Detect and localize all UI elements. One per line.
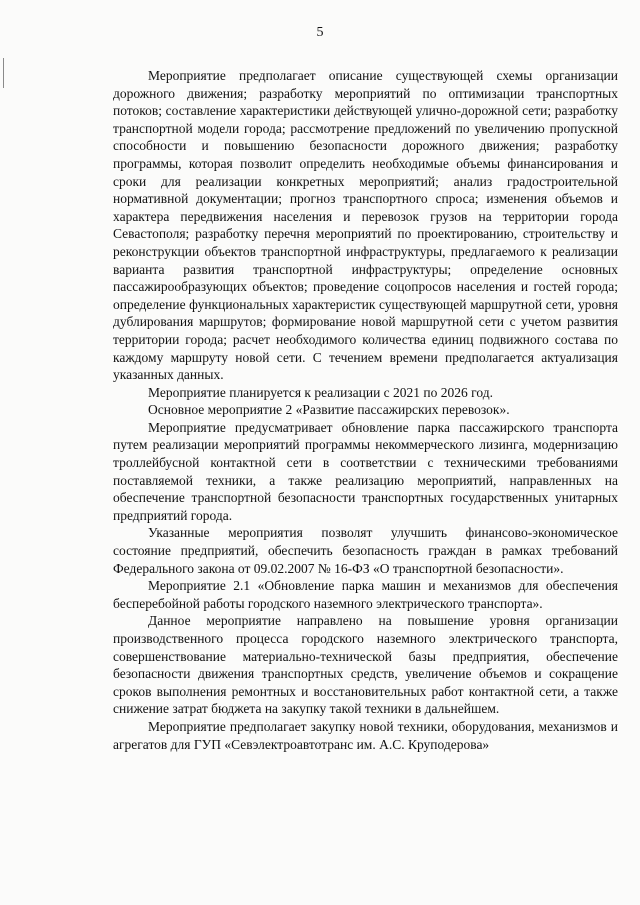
paragraph-financial-improvement: Указанные мероприятия позволят улучшить финансово-экономическое состояние предприятий, обеспечить безопасность граждан в рамках требований Федерального закона от 09.02.2007 № 16-ФЗ «О транспортной безопасности». [113,525,618,576]
paragraph-measure-2-1: Мероприятие 2.1 «Обновление парка машин и механизмов для обеспечения бесперебойной работы городского наземного электрического транспорта». [113,578,618,611]
document-body [113,67,618,753]
paragraph-main-measure-2: Основное мероприятие 2 «Развитие пассажирских перевозок». [148,402,510,418]
paragraph-implementation-period: Мероприятие планируется к реализации с 2021 по 2026 год. [148,384,493,400]
paragraph-equipment-purchase: Мероприятие предполагает закупку новой техники, оборудования, механизмов и агрегатов для ГУП «Севэлектроавтотранс им. А.С. Круподерова» [113,718,618,752]
scan-edge-line [3,58,4,88]
paragraph-measure-purpose: Данное мероприятие направлено на повышение уровня организации производственного процесса городского наземного электрического транспорта, совершенствование материально-технической базы предприятия, обеспечение безопасности движения транспортных средств, увеличение объемов и сокращение сроков выполнения ремонтных и восстановительных работ контактной сети, а также снижение затрат бюджета на закупку такой техники в дальнейшем. [113,613,618,717]
page-number: 5 [316,25,324,40]
paragraph-road-organization: Мероприятие предполагает описание существующей схемы организации дорожного движения; разработку мероприятий по оптимизации транспортных потоков; составление характеристики действующей улично-дорожной сети; разработку транспортной модели города; рассмотрение предложений по увеличению пропускной способности и повышению безопасности дорожного движения; разработку программы, которая позволит определить необходимые объемы финансирования и сроки для реализации конкретных мероприятий; анализ градостроительной нормативной документации; прогноз транспортного спроса; изменения объемов и характера передвижения населения и перевозок грузов на территории города Севастополя; разработку перечня мероприятий по проектированию, строительству и реконструкции объектов транспортной инфраструктуры, предлагаемого к реализации варианта развития транспортной инфраструктуры; определение основных пассажирообразующих объектов; проведение соцопросов населения и гостей города; определение функциональных характеристик существующей маршрутной сети, уровня дублирования маршрутов; формирование новой маршрутной сети с учетом развития территории города; расчет необходимого количества единиц подвижного состава по каждому маршруту новой сети. С течением времени предполагается актуализация указанных данных. [113,68,618,383]
paragraph-fleet-renewal: Мероприятие предусматривает обновление парка пассажирского транспорта путем реализации мероприятий программы некоммерческого лизинга, модернизацию троллейбусной контактной сети в соответствии с техническими требованиями поставляемой техники, а также реализацию мероприятий, направленных на обеспечение транспортной безопасности транспортных государственных унитарных предприятий города. [113,419,618,523]
